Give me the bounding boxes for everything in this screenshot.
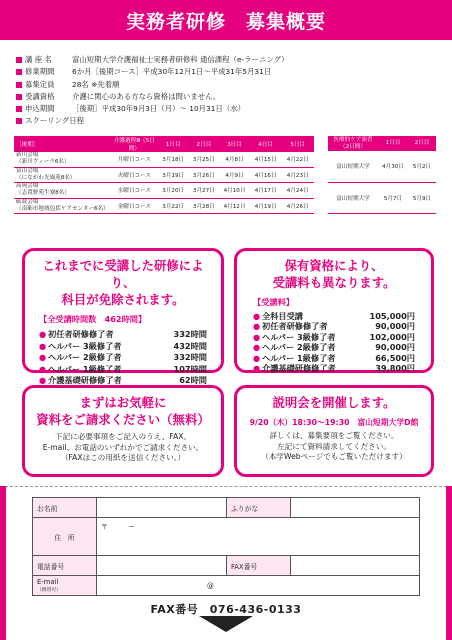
fee-value: 105,000円 xyxy=(369,311,415,321)
course-header: 介護過程Ⅲ（5日間） xyxy=(111,136,158,152)
session-line-3: （本学Webページでもご覧いただけます） xyxy=(261,452,407,462)
address-label: 住 所 xyxy=(33,518,97,556)
qualification-name: 初任者研修修了者 xyxy=(262,321,328,332)
venue-detail: （志貴野苑生寮8名） xyxy=(16,190,70,197)
dot-bullet-icon: ● xyxy=(39,375,47,386)
info-row xyxy=(16,103,446,115)
date-cell: 4月12日 xyxy=(219,198,250,213)
info-row xyxy=(16,115,446,127)
hours-value: 107時間 xyxy=(173,363,207,374)
info-label: 修業期間 xyxy=(25,67,55,77)
request-heading-2: 資料をご請求ください（無料） xyxy=(36,412,210,427)
info-value: 介護に関心のある方なら資格は問いません。 xyxy=(72,91,221,101)
date-cell: 4月17日 xyxy=(250,183,282,198)
info-label: 募集定員 xyxy=(25,79,55,89)
email-label: E-mail xyxy=(37,578,59,586)
phone-field[interactable] xyxy=(97,556,227,576)
fee-value: 90,000円 xyxy=(375,342,415,353)
fee-value: 39,800円 xyxy=(375,363,415,374)
term-header: ［後期］ xyxy=(14,136,111,152)
table-row xyxy=(14,198,314,213)
fees-box xyxy=(234,248,434,373)
hours-value: 432時間 xyxy=(173,340,207,351)
date-cell: 4月19日 xyxy=(250,198,282,213)
date-cell: 3月22日 xyxy=(158,198,189,213)
form-row xyxy=(33,576,420,596)
table-row xyxy=(14,183,314,198)
session-line-2: 左記にて資料請求してください。 xyxy=(277,441,391,451)
table-row xyxy=(14,167,314,182)
session-datetime: 9/20（木）18:30〜19:30 富山短期大学D館 xyxy=(249,418,419,427)
dot-bullet-icon: ● xyxy=(253,363,261,374)
fax-number: FAX番号 076-436-0133 xyxy=(150,603,302,616)
qualification-name: ヘルパー 2級修了者 xyxy=(48,352,122,363)
fee-value: 102,000円 xyxy=(369,331,415,342)
table-header-row xyxy=(328,136,436,151)
exemption-total-hours: 【全受講時間数 462時間】 xyxy=(39,314,147,324)
day1-header: 1日目 xyxy=(158,136,189,152)
info-row xyxy=(16,79,446,91)
table-header-row xyxy=(14,136,314,152)
date-cell: 4月26日 xyxy=(281,198,314,213)
course-cell: 金曜日コース xyxy=(111,198,158,213)
fees-subtitle: 【受講料】 xyxy=(253,297,294,307)
qualification-name: 全科目受講 xyxy=(262,311,303,321)
care-header: 医療的ケア演習（2日間） xyxy=(328,136,378,151)
day3-header: 3日目 xyxy=(219,136,250,152)
course-cell: 月曜日コース xyxy=(111,152,158,167)
exemption-box xyxy=(22,248,224,386)
place-cell: 富山短期大学 xyxy=(328,182,378,213)
list-item xyxy=(253,332,415,342)
dot-bullet-icon: ● xyxy=(39,329,47,339)
date-cell: 3月19日 xyxy=(158,167,189,182)
qualification-name: ヘルパー 1級修了者 xyxy=(48,363,122,374)
schooling-schedule-table xyxy=(14,136,314,214)
day5-header: 5日目 xyxy=(281,136,314,152)
form-row xyxy=(33,498,420,518)
date-cell: 3月26日 xyxy=(189,167,220,182)
fax-label: FAX番号 xyxy=(227,556,291,576)
address-field[interactable] xyxy=(97,518,420,556)
square-bullet-icon xyxy=(16,69,22,75)
request-materials-box xyxy=(22,385,224,477)
request-line-2: E-mail、お電話のいずれかでご請求ください。 xyxy=(42,442,204,452)
email-label-cell xyxy=(33,576,97,596)
table-row xyxy=(328,151,436,182)
kana-field[interactable] xyxy=(291,498,420,518)
list-item xyxy=(39,341,207,353)
session-line-1: 詳しくは、募集要項をご覧ください。 xyxy=(269,431,399,440)
info-label: 受講資格 xyxy=(25,91,55,101)
care-day2-header: 2日目 xyxy=(408,136,436,151)
course-cell: 水曜日コース xyxy=(111,183,158,198)
square-bullet-icon xyxy=(16,57,22,63)
venue-cell xyxy=(14,167,111,182)
list-item xyxy=(253,321,415,331)
table-row xyxy=(14,152,314,167)
square-bullet-icon xyxy=(16,82,22,88)
form-row xyxy=(33,556,420,576)
dot-bullet-icon: ● xyxy=(39,352,47,363)
date-cell: 4月15日 xyxy=(250,152,282,167)
date-cell: 4月23日 xyxy=(281,167,314,182)
info-label: 申込期間 xyxy=(25,104,55,114)
square-bullet-icon xyxy=(16,94,22,100)
venue-cell xyxy=(14,183,111,198)
date-cell: 3月27日 xyxy=(189,183,220,198)
venue-cell xyxy=(14,152,111,167)
day2-header: 2日目 xyxy=(189,136,220,152)
date-cell: 4月10日 xyxy=(219,183,250,198)
request-line-3: （FAXはこの用紙を送信ください。） xyxy=(60,453,186,463)
header-band xyxy=(0,0,452,40)
medical-care-schedule-table xyxy=(328,136,436,214)
session-heading: 説明会を開催します。 xyxy=(272,395,396,410)
date-cell: 3月25日 xyxy=(189,152,220,167)
email-field[interactable] xyxy=(97,576,420,596)
venue-cell xyxy=(14,198,111,213)
qualification-name: 介護基礎研修修了者 xyxy=(48,375,122,386)
place-cell: 富山短期大学 xyxy=(328,151,378,182)
venue-detail: （新川ヴィーラ6名） xyxy=(16,159,70,166)
fees-heading-2: 受講料も異なります。 xyxy=(272,275,396,290)
info-value: ［後期］平成30年9月3日（月）〜 10月31日（水） xyxy=(72,104,245,114)
list-item xyxy=(39,329,207,341)
info-label: スクーリング日程 xyxy=(25,116,84,126)
fax-field[interactable] xyxy=(291,556,420,576)
fee-value: 66,500円 xyxy=(375,352,415,363)
date-cell: 5月9日 xyxy=(408,182,436,213)
venue-detail: （にながわ光風苑8名） xyxy=(16,175,76,182)
info-list xyxy=(16,54,446,128)
phone-label: 電話番号 xyxy=(33,556,97,576)
request-form xyxy=(32,497,420,596)
venue-name: 富山会場 xyxy=(16,168,39,175)
info-session-box xyxy=(234,385,434,477)
request-instructions xyxy=(33,432,213,464)
dot-bullet-icon: ● xyxy=(253,342,261,353)
info-value: 28名 ※先着順 xyxy=(72,79,120,89)
fees-list xyxy=(253,311,415,373)
fees-heading-1: 保有資格により、 xyxy=(284,258,384,273)
cut-line xyxy=(0,486,452,487)
request-line-1: 下記に必要事項をご記入のうえ、FAX、 xyxy=(54,432,192,441)
kana-label: ふりがな xyxy=(227,498,291,518)
down-arrow-icon xyxy=(199,616,253,632)
exemption-heading-2: 科目が免除されます。 xyxy=(61,292,185,307)
day4-header: 4日目 xyxy=(250,136,282,152)
qualification-name: ヘルパー 1級修了者 xyxy=(262,352,336,363)
venue-name: 砺波会場 xyxy=(16,198,39,205)
care-day1-header: 1日目 xyxy=(378,136,408,151)
date-cell: 3月20日 xyxy=(158,183,189,198)
hours-value: 332時間 xyxy=(173,352,207,363)
list-item xyxy=(39,352,207,364)
course-cell: 火曜日コース xyxy=(111,167,158,182)
info-row xyxy=(16,66,446,78)
name-label: お名前 xyxy=(33,498,97,518)
date-cell: 4月8日 xyxy=(219,152,250,167)
page-title: 実務者研修 募集概要 xyxy=(125,11,326,33)
name-field[interactable] xyxy=(97,498,227,518)
session-details xyxy=(243,431,425,463)
hours-value: 332時間 xyxy=(173,329,207,339)
request-heading-1: まずはお気軽に xyxy=(79,395,167,410)
qualification-name: ヘルパー 3級修了者 xyxy=(48,340,122,351)
info-label: 講 座 名 xyxy=(25,55,52,64)
form-row xyxy=(33,518,420,556)
postal-mark: 〒 ー xyxy=(101,523,135,531)
hours-value: 62時間 xyxy=(179,375,207,386)
list-item xyxy=(253,342,415,352)
dot-bullet-icon: ● xyxy=(39,363,47,374)
date-cell: 4月22日 xyxy=(281,152,314,167)
square-bullet-icon xyxy=(16,106,22,112)
list-item xyxy=(253,311,415,321)
at-sign: @ xyxy=(207,581,214,590)
list-item xyxy=(253,363,415,373)
list-item xyxy=(39,364,207,376)
qualification-name: ヘルパー 2級修了者 xyxy=(262,342,336,353)
email-note: （携帯可） xyxy=(37,588,61,593)
date-cell: 4月24日 xyxy=(281,183,314,198)
list-item xyxy=(253,353,415,363)
fee-value: 90,000円 xyxy=(375,321,415,332)
date-cell: 4月9日 xyxy=(219,167,250,182)
dot-bullet-icon: ● xyxy=(253,331,261,342)
info-value: 富山短期大学介護福祉士実務者研修科 通信課程（e-ラーニング） xyxy=(72,55,289,64)
date-cell: 4月16日 xyxy=(250,167,282,182)
qualification-name: ヘルパー 3級修了者 xyxy=(262,331,336,342)
info-row xyxy=(16,54,446,66)
dot-bullet-icon: ● xyxy=(39,340,47,351)
date-cell: 4月30日 xyxy=(378,151,408,182)
date-cell: 5月7日 xyxy=(378,182,408,213)
info-row xyxy=(16,91,446,103)
qualification-name: 介護基礎研修修了者 xyxy=(262,363,336,374)
dot-bullet-icon: ● xyxy=(253,311,261,321)
exemption-list xyxy=(39,329,207,387)
date-cell: 5月2日 xyxy=(408,151,436,182)
qualification-name: 初任者研修修了者 xyxy=(48,329,114,339)
dot-bullet-icon: ● xyxy=(253,321,261,332)
info-value: 6か月［後期コース］平成30年12月1日〜平成31年5月31日 xyxy=(72,67,272,77)
table-row xyxy=(328,182,436,213)
date-cell: 3月18日 xyxy=(158,152,189,167)
dot-bullet-icon: ● xyxy=(253,352,261,363)
venue-name: 新川会場 xyxy=(16,152,39,159)
venue-name: 高岡会場 xyxy=(16,183,39,190)
venue-detail: （南砺市地域包括ケアセンター6名） xyxy=(16,205,109,212)
exemption-heading-1: これまでに受講した研修により、 xyxy=(42,258,204,290)
square-bullet-icon xyxy=(16,118,22,124)
date-cell: 3月28日 xyxy=(189,198,220,213)
